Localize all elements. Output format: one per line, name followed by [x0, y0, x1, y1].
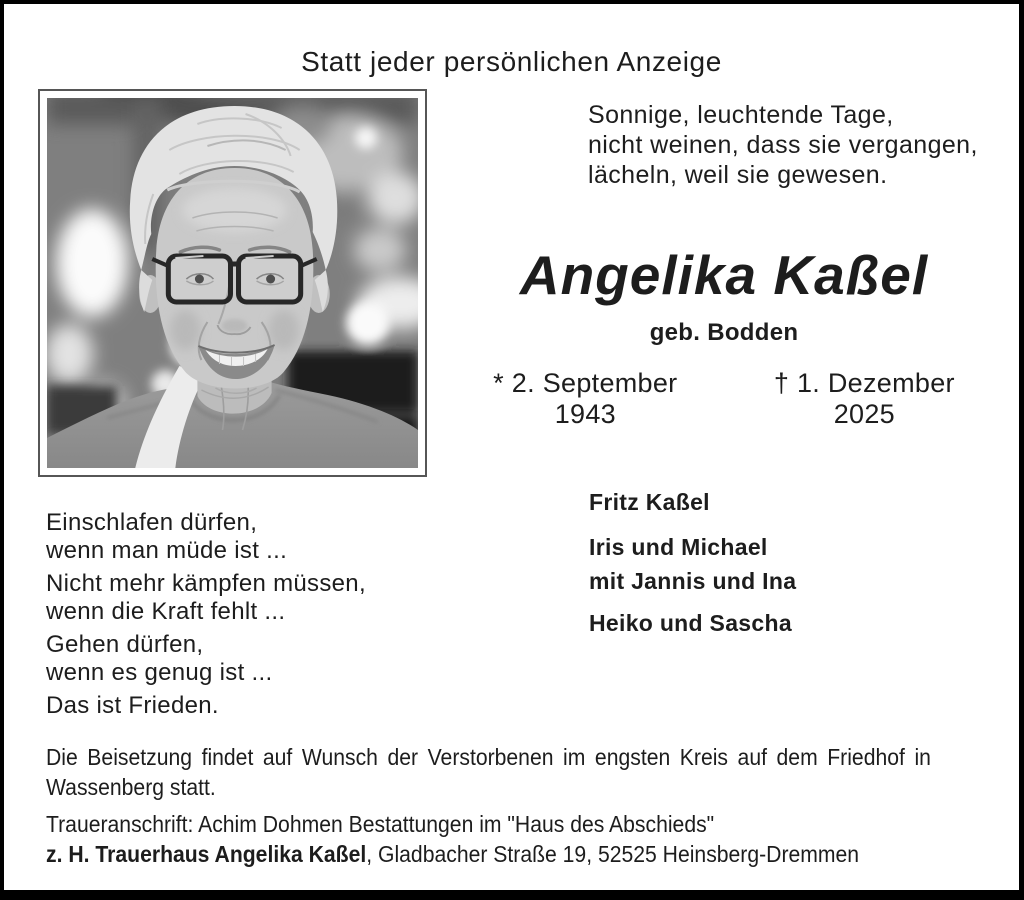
condolence-address-line-1: Traueranschrift: Achim Dohmen Bestattungen im "Haus des Abschieds" — [46, 811, 715, 837]
opening-verse-line-3: lächeln, weil sie gewesen. — [588, 161, 888, 189]
verse-line: Einschlafen dürfen, — [46, 509, 258, 536]
verse-line: wenn es genug ist ... — [46, 659, 273, 686]
funeral-notice-line-1: Die Beisetzung findet auf Wunsch der Verstorbenen im engsten Kreis auf dem Friedhof in — [46, 744, 931, 770]
condolence-recipient: z. H. Trauerhaus Angelika Kaßel — [46, 841, 367, 867]
opening-verse-line-1: Sonnige, leuchtende Tage, — [588, 101, 894, 129]
verse-stanza — [46, 631, 366, 687]
condolence-address-line-2 — [46, 841, 930, 868]
verse-line: Nicht mehr kämpfen müssen, — [46, 570, 366, 597]
opening-verse — [588, 100, 978, 190]
mourner-children-1: Iris und Michael — [589, 534, 768, 560]
maiden-name: geb. Bodden — [649, 319, 799, 346]
funeral-notice — [46, 742, 1008, 802]
portrait-frame — [38, 89, 427, 477]
verse-line: wenn die Kraft fehlt ... — [46, 598, 286, 625]
birth-date: * 2. September 1943 — [493, 368, 678, 429]
verse-line: wenn man müde ist ... — [46, 537, 288, 564]
opening-verse-line-2: nicht weinen, dass sie vergangen, — [588, 131, 978, 159]
verse-line: Gehen dürfen, — [46, 631, 204, 658]
condolence-street: , Gladbacher Straße 19, 52525 Heinsberg-Dremmen — [366, 841, 860, 867]
motto-line: Statt jeder persönlichen Anzeige — [301, 46, 722, 77]
life-dates — [459, 368, 989, 430]
funeral-notice-line-2: Wassenberg statt. — [46, 774, 216, 800]
closing-verse — [46, 509, 366, 725]
mourners-list — [589, 489, 796, 636]
deceased-name: Angelika Kaßel — [519, 244, 929, 306]
verse-stanza — [46, 692, 366, 720]
deceased-block — [459, 246, 989, 430]
mourner-children-2: Heiko und Sascha — [589, 610, 792, 636]
verse-stanza — [46, 509, 366, 565]
verse-line: Das ist Frieden. — [46, 692, 219, 719]
mourner-husband: Fritz Kaßel — [589, 489, 710, 515]
death-date: † 1. Dezember 2025 — [773, 368, 955, 429]
portrait-photo — [47, 98, 418, 468]
mourner-grandchildren: mit Jannis und Ina — [589, 568, 797, 594]
verse-stanza — [46, 570, 366, 626]
